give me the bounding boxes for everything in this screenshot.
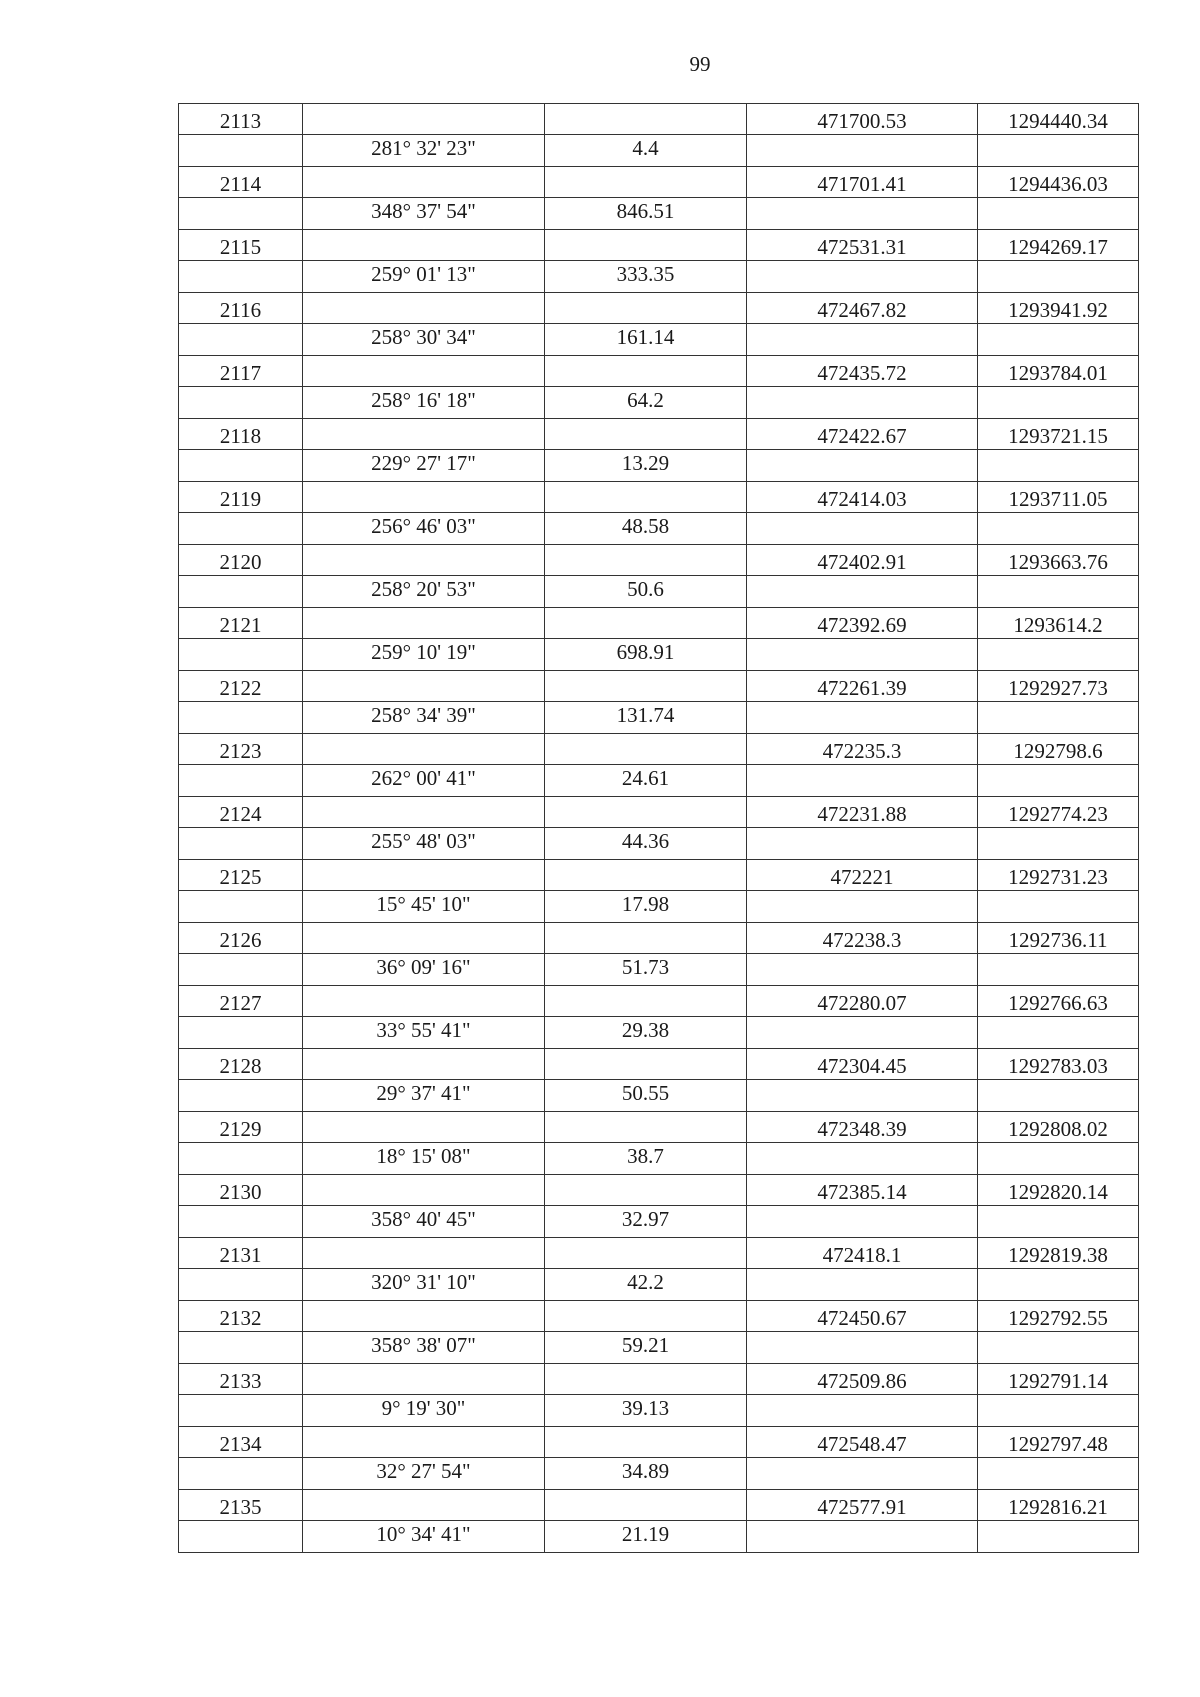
empty-cell	[978, 1080, 1139, 1112]
distance-cell: 39.13	[545, 1395, 747, 1427]
bearing-cell: 9° 19' 30"	[303, 1395, 545, 1427]
empty-cell	[303, 293, 545, 324]
northing-cell: 1294440.34	[978, 104, 1139, 135]
easting-cell: 472422.67	[747, 419, 978, 450]
station-row	[179, 1427, 1139, 1458]
empty-cell	[545, 1112, 747, 1143]
empty-cell	[545, 293, 747, 324]
empty-cell	[545, 1049, 747, 1080]
station-id-cell: 2116	[179, 293, 303, 324]
easting-cell: 472414.03	[747, 482, 978, 513]
northing-cell: 1292819.38	[978, 1238, 1139, 1269]
easting-cell: 472221	[747, 860, 978, 891]
station-id-cell: 2129	[179, 1112, 303, 1143]
northing-cell: 1292927.73	[978, 671, 1139, 702]
segment-row	[179, 1332, 1139, 1364]
station-id-cell: 2119	[179, 482, 303, 513]
station-row	[179, 734, 1139, 765]
empty-cell	[747, 387, 978, 419]
segment-row	[179, 702, 1139, 734]
segment-row	[179, 324, 1139, 356]
segment-row	[179, 1269, 1139, 1301]
bearing-cell: 36° 09' 16"	[303, 954, 545, 986]
empty-cell	[978, 954, 1139, 986]
northing-cell: 1292808.02	[978, 1112, 1139, 1143]
empty-cell	[179, 1332, 303, 1364]
segment-row	[179, 1143, 1139, 1175]
station-row	[179, 230, 1139, 261]
station-id-cell: 2130	[179, 1175, 303, 1206]
empty-cell	[747, 765, 978, 797]
empty-cell	[179, 1206, 303, 1238]
empty-cell	[545, 797, 747, 828]
empty-cell	[179, 1017, 303, 1049]
easting-cell: 472435.72	[747, 356, 978, 387]
distance-cell: 161.14	[545, 324, 747, 356]
segment-row	[179, 1206, 1139, 1238]
empty-cell	[747, 1332, 978, 1364]
station-id-cell: 2113	[179, 104, 303, 135]
northing-cell: 1293784.01	[978, 356, 1139, 387]
station-row	[179, 608, 1139, 639]
empty-cell	[303, 1364, 545, 1395]
empty-cell	[747, 513, 978, 545]
empty-cell	[545, 167, 747, 198]
empty-cell	[747, 1458, 978, 1490]
easting-cell: 472467.82	[747, 293, 978, 324]
empty-cell	[545, 986, 747, 1017]
distance-cell: 51.73	[545, 954, 747, 986]
empty-cell	[545, 1301, 747, 1332]
distance-cell: 17.98	[545, 891, 747, 923]
station-id-cell: 2132	[179, 1301, 303, 1332]
empty-cell	[303, 482, 545, 513]
empty-cell	[545, 356, 747, 387]
segment-row	[179, 513, 1139, 545]
station-id-cell: 2120	[179, 545, 303, 576]
bearing-cell: 259° 01' 13"	[303, 261, 545, 293]
segment-row	[179, 639, 1139, 671]
bearing-cell: 229° 27' 17"	[303, 450, 545, 482]
station-id-cell: 2122	[179, 671, 303, 702]
empty-cell	[303, 923, 545, 954]
bearing-cell: 259° 10' 19"	[303, 639, 545, 671]
station-row	[179, 167, 1139, 198]
empty-cell	[545, 1238, 747, 1269]
station-row	[179, 1238, 1139, 1269]
empty-cell	[747, 639, 978, 671]
empty-cell	[545, 482, 747, 513]
empty-cell	[303, 545, 545, 576]
distance-cell: 698.91	[545, 639, 747, 671]
empty-cell	[747, 324, 978, 356]
easting-cell: 472402.91	[747, 545, 978, 576]
survey-coordinates-table	[178, 103, 1139, 1553]
segment-row	[179, 891, 1139, 923]
northing-cell: 1294436.03	[978, 167, 1139, 198]
empty-cell	[978, 1269, 1139, 1301]
station-id-cell: 2128	[179, 1049, 303, 1080]
empty-cell	[747, 1206, 978, 1238]
empty-cell	[303, 356, 545, 387]
easting-cell: 472261.39	[747, 671, 978, 702]
empty-cell	[978, 1521, 1139, 1553]
distance-cell: 131.74	[545, 702, 747, 734]
easting-cell: 472385.14	[747, 1175, 978, 1206]
empty-cell	[545, 1175, 747, 1206]
empty-cell	[545, 1490, 747, 1521]
page-number: 99	[689, 52, 711, 76]
station-row	[179, 1490, 1139, 1521]
northing-cell: 1292783.03	[978, 1049, 1139, 1080]
bearing-cell: 258° 34' 39"	[303, 702, 545, 734]
bearing-cell: 358° 38' 07"	[303, 1332, 545, 1364]
empty-cell	[545, 545, 747, 576]
empty-cell	[978, 576, 1139, 608]
station-id-cell: 2135	[179, 1490, 303, 1521]
empty-cell	[747, 1017, 978, 1049]
empty-cell	[179, 261, 303, 293]
northing-cell: 1292797.48	[978, 1427, 1139, 1458]
segment-row	[179, 261, 1139, 293]
empty-cell	[978, 702, 1139, 734]
empty-cell	[179, 576, 303, 608]
northing-cell: 1293614.2	[978, 608, 1139, 639]
empty-cell	[179, 1395, 303, 1427]
station-row	[179, 1175, 1139, 1206]
empty-cell	[545, 671, 747, 702]
easting-cell: 472548.47	[747, 1427, 978, 1458]
easting-cell: 472280.07	[747, 986, 978, 1017]
distance-cell: 42.2	[545, 1269, 747, 1301]
empty-cell	[747, 1080, 978, 1112]
easting-cell: 472577.91	[747, 1490, 978, 1521]
northing-cell: 1293711.05	[978, 482, 1139, 513]
northing-cell: 1292766.63	[978, 986, 1139, 1017]
segment-row	[179, 828, 1139, 860]
bearing-cell: 255° 48' 03"	[303, 828, 545, 860]
empty-cell	[303, 1490, 545, 1521]
empty-cell	[545, 734, 747, 765]
segment-row	[179, 450, 1139, 482]
empty-cell	[747, 828, 978, 860]
empty-cell	[747, 1521, 978, 1553]
distance-cell: 13.29	[545, 450, 747, 482]
bearing-cell: 348° 37' 54"	[303, 198, 545, 230]
empty-cell	[978, 1143, 1139, 1175]
bearing-cell: 258° 16' 18"	[303, 387, 545, 419]
empty-cell	[303, 797, 545, 828]
empty-cell	[978, 1395, 1139, 1427]
distance-cell: 34.89	[545, 1458, 747, 1490]
empty-cell	[303, 1112, 545, 1143]
empty-cell	[545, 1427, 747, 1458]
empty-cell	[545, 860, 747, 891]
station-id-cell: 2121	[179, 608, 303, 639]
empty-cell	[747, 450, 978, 482]
empty-cell	[179, 1458, 303, 1490]
empty-cell	[747, 1269, 978, 1301]
empty-cell	[747, 576, 978, 608]
empty-cell	[303, 1301, 545, 1332]
empty-cell	[303, 1175, 545, 1206]
segment-row	[179, 1521, 1139, 1553]
station-row	[179, 923, 1139, 954]
segment-row	[179, 1080, 1139, 1112]
empty-cell	[179, 513, 303, 545]
empty-cell	[545, 608, 747, 639]
distance-cell: 48.58	[545, 513, 747, 545]
empty-cell	[303, 1427, 545, 1458]
distance-cell: 59.21	[545, 1332, 747, 1364]
empty-cell	[978, 513, 1139, 545]
station-id-cell: 2124	[179, 797, 303, 828]
empty-cell	[978, 1017, 1139, 1049]
empty-cell	[179, 765, 303, 797]
easting-cell: 472531.31	[747, 230, 978, 261]
station-row	[179, 545, 1139, 576]
bearing-cell: 358° 40' 45"	[303, 1206, 545, 1238]
northing-cell: 1292774.23	[978, 797, 1139, 828]
empty-cell	[747, 261, 978, 293]
northing-cell: 1292820.14	[978, 1175, 1139, 1206]
station-row	[179, 482, 1139, 513]
station-row	[179, 986, 1139, 1017]
empty-cell	[545, 923, 747, 954]
empty-cell	[978, 450, 1139, 482]
segment-row	[179, 387, 1139, 419]
distance-cell: 846.51	[545, 198, 747, 230]
empty-cell	[179, 1521, 303, 1553]
bearing-cell: 262° 00' 41"	[303, 765, 545, 797]
empty-cell	[545, 419, 747, 450]
empty-cell	[179, 135, 303, 167]
station-id-cell: 2133	[179, 1364, 303, 1395]
empty-cell	[303, 608, 545, 639]
bearing-cell: 18° 15' 08"	[303, 1143, 545, 1175]
empty-cell	[978, 1332, 1139, 1364]
distance-cell: 24.61	[545, 765, 747, 797]
table-body	[179, 104, 1139, 1553]
empty-cell	[747, 954, 978, 986]
empty-cell	[545, 104, 747, 135]
easting-cell: 472418.1	[747, 1238, 978, 1269]
station-id-cell: 2114	[179, 167, 303, 198]
segment-row	[179, 198, 1139, 230]
distance-cell: 333.35	[545, 261, 747, 293]
empty-cell	[978, 891, 1139, 923]
empty-cell	[747, 891, 978, 923]
empty-cell	[747, 135, 978, 167]
station-id-cell: 2131	[179, 1238, 303, 1269]
station-id-cell: 2118	[179, 419, 303, 450]
easting-cell: 472231.88	[747, 797, 978, 828]
empty-cell	[747, 1143, 978, 1175]
empty-cell	[303, 671, 545, 702]
station-row	[179, 1112, 1139, 1143]
distance-cell: 38.7	[545, 1143, 747, 1175]
northing-cell: 1293663.76	[978, 545, 1139, 576]
northing-cell: 1292798.6	[978, 734, 1139, 765]
empty-cell	[747, 702, 978, 734]
easting-cell: 472450.67	[747, 1301, 978, 1332]
empty-cell	[747, 198, 978, 230]
easting-cell: 472304.45	[747, 1049, 978, 1080]
station-row	[179, 419, 1139, 450]
empty-cell	[303, 104, 545, 135]
station-row	[179, 104, 1139, 135]
empty-cell	[303, 167, 545, 198]
distance-cell: 64.2	[545, 387, 747, 419]
northing-cell: 1292736.11	[978, 923, 1139, 954]
empty-cell	[978, 198, 1139, 230]
station-id-cell: 2127	[179, 986, 303, 1017]
empty-cell	[179, 828, 303, 860]
empty-cell	[303, 419, 545, 450]
station-row	[179, 1364, 1139, 1395]
easting-cell: 471701.41	[747, 167, 978, 198]
empty-cell	[978, 387, 1139, 419]
easting-cell: 472238.3	[747, 923, 978, 954]
empty-cell	[179, 891, 303, 923]
empty-cell	[978, 828, 1139, 860]
empty-cell	[545, 230, 747, 261]
easting-cell: 472235.3	[747, 734, 978, 765]
empty-cell	[545, 1364, 747, 1395]
station-id-cell: 2115	[179, 230, 303, 261]
empty-cell	[303, 1238, 545, 1269]
station-id-cell: 2134	[179, 1427, 303, 1458]
empty-cell	[303, 734, 545, 765]
bearing-cell: 33° 55' 41"	[303, 1017, 545, 1049]
station-id-cell: 2126	[179, 923, 303, 954]
northing-cell: 1292816.21	[978, 1490, 1139, 1521]
bearing-cell: 256° 46' 03"	[303, 513, 545, 545]
empty-cell	[978, 261, 1139, 293]
bearing-cell: 320° 31' 10"	[303, 1269, 545, 1301]
empty-cell	[179, 198, 303, 230]
easting-cell: 471700.53	[747, 104, 978, 135]
distance-cell: 4.4	[545, 135, 747, 167]
northing-cell: 1292791.14	[978, 1364, 1139, 1395]
empty-cell	[179, 387, 303, 419]
empty-cell	[978, 765, 1139, 797]
station-row	[179, 1301, 1139, 1332]
easting-cell: 472348.39	[747, 1112, 978, 1143]
northing-cell: 1293941.92	[978, 293, 1139, 324]
distance-cell: 44.36	[545, 828, 747, 860]
empty-cell	[747, 1395, 978, 1427]
bearing-cell: 258° 30' 34"	[303, 324, 545, 356]
bearing-cell: 29° 37' 41"	[303, 1080, 545, 1112]
segment-row	[179, 1458, 1139, 1490]
empty-cell	[978, 1458, 1139, 1490]
easting-cell: 472392.69	[747, 608, 978, 639]
empty-cell	[303, 860, 545, 891]
empty-cell	[179, 1143, 303, 1175]
station-id-cell: 2117	[179, 356, 303, 387]
northing-cell: 1293721.15	[978, 419, 1139, 450]
station-row	[179, 1049, 1139, 1080]
empty-cell	[303, 1049, 545, 1080]
distance-cell: 29.38	[545, 1017, 747, 1049]
empty-cell	[179, 702, 303, 734]
bearing-cell: 32° 27' 54"	[303, 1458, 545, 1490]
empty-cell	[179, 954, 303, 986]
distance-cell: 32.97	[545, 1206, 747, 1238]
segment-row	[179, 954, 1139, 986]
segment-row	[179, 765, 1139, 797]
bearing-cell: 281° 32' 23"	[303, 135, 545, 167]
northing-cell: 1292731.23	[978, 860, 1139, 891]
empty-cell	[179, 324, 303, 356]
station-row	[179, 356, 1139, 387]
northing-cell: 1292792.55	[978, 1301, 1139, 1332]
segment-row	[179, 135, 1139, 167]
station-id-cell: 2125	[179, 860, 303, 891]
bearing-cell: 15° 45' 10"	[303, 891, 545, 923]
distance-cell: 50.6	[545, 576, 747, 608]
empty-cell	[978, 639, 1139, 671]
station-row	[179, 797, 1139, 828]
empty-cell	[179, 1080, 303, 1112]
segment-row	[179, 1395, 1139, 1427]
empty-cell	[978, 1206, 1139, 1238]
empty-cell	[978, 135, 1139, 167]
empty-cell	[179, 1269, 303, 1301]
segment-row	[179, 1017, 1139, 1049]
station-id-cell: 2123	[179, 734, 303, 765]
station-row	[179, 293, 1139, 324]
empty-cell	[978, 324, 1139, 356]
station-row	[179, 671, 1139, 702]
empty-cell	[179, 639, 303, 671]
bearing-cell: 10° 34' 41"	[303, 1521, 545, 1553]
empty-cell	[303, 986, 545, 1017]
empty-cell	[303, 230, 545, 261]
empty-cell	[179, 450, 303, 482]
bearing-cell: 258° 20' 53"	[303, 576, 545, 608]
distance-cell: 21.19	[545, 1521, 747, 1553]
easting-cell: 472509.86	[747, 1364, 978, 1395]
station-row	[179, 860, 1139, 891]
northing-cell: 1294269.17	[978, 230, 1139, 261]
distance-cell: 50.55	[545, 1080, 747, 1112]
segment-row	[179, 576, 1139, 608]
